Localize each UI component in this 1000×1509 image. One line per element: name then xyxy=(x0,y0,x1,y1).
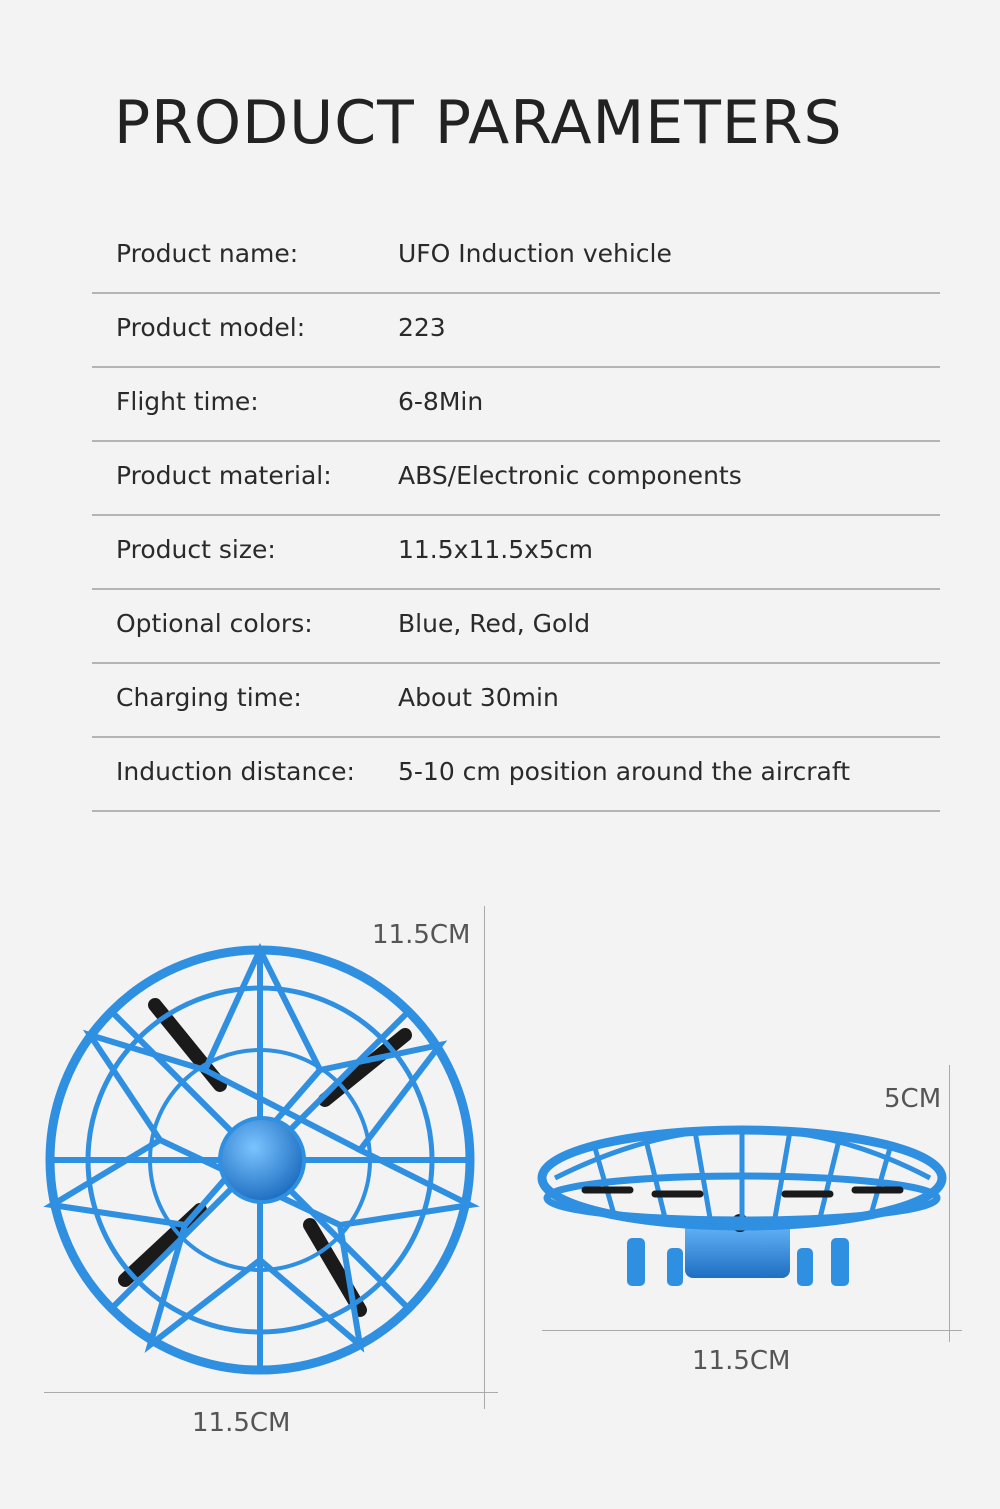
param-label: Charging time: xyxy=(116,683,302,712)
param-label: Product model: xyxy=(116,313,306,342)
param-value: 5-10 cm position around the aircraft xyxy=(398,757,851,786)
page-title: PRODUCT PARAMETERS xyxy=(114,88,843,158)
param-label: Product material: xyxy=(116,461,332,490)
param-value: UFO Induction vehicle xyxy=(398,239,672,268)
param-label: Flight time: xyxy=(116,387,259,416)
dimension-line-vertical xyxy=(949,1065,950,1342)
param-row xyxy=(92,664,940,738)
dimension-line-vertical xyxy=(484,906,485,1409)
param-row xyxy=(92,442,940,516)
ufo-side-view-image xyxy=(535,1118,950,1333)
param-value: 223 xyxy=(398,313,446,342)
parameters-table xyxy=(92,220,940,812)
param-value: 6-8Min xyxy=(398,387,484,416)
param-row xyxy=(92,738,940,812)
ufo-top-view-image xyxy=(40,935,480,1375)
param-label: Product size: xyxy=(116,535,276,564)
param-value: Blue, Red, Gold xyxy=(398,609,591,638)
param-value: ABS/Electronic components xyxy=(398,461,742,490)
dimension-line-horizontal xyxy=(542,1330,962,1331)
side-view-height-label: 5CM xyxy=(884,1084,942,1114)
param-label: Optional colors: xyxy=(116,609,313,638)
dimension-line-horizontal xyxy=(44,1392,498,1393)
param-value: 11.5x11.5x5cm xyxy=(398,535,593,564)
param-row xyxy=(92,590,940,664)
param-row xyxy=(92,220,940,294)
param-label: Induction distance: xyxy=(116,757,355,786)
top-view-height-label: 11.5CM xyxy=(372,920,471,950)
param-label: Product name: xyxy=(116,239,299,268)
side-view-width-label: 11.5CM xyxy=(692,1346,791,1376)
param-row xyxy=(92,294,940,368)
top-view-width-label: 11.5CM xyxy=(192,1408,291,1438)
param-row xyxy=(92,516,940,590)
param-value: About 30min xyxy=(398,683,559,712)
param-row xyxy=(92,368,940,442)
